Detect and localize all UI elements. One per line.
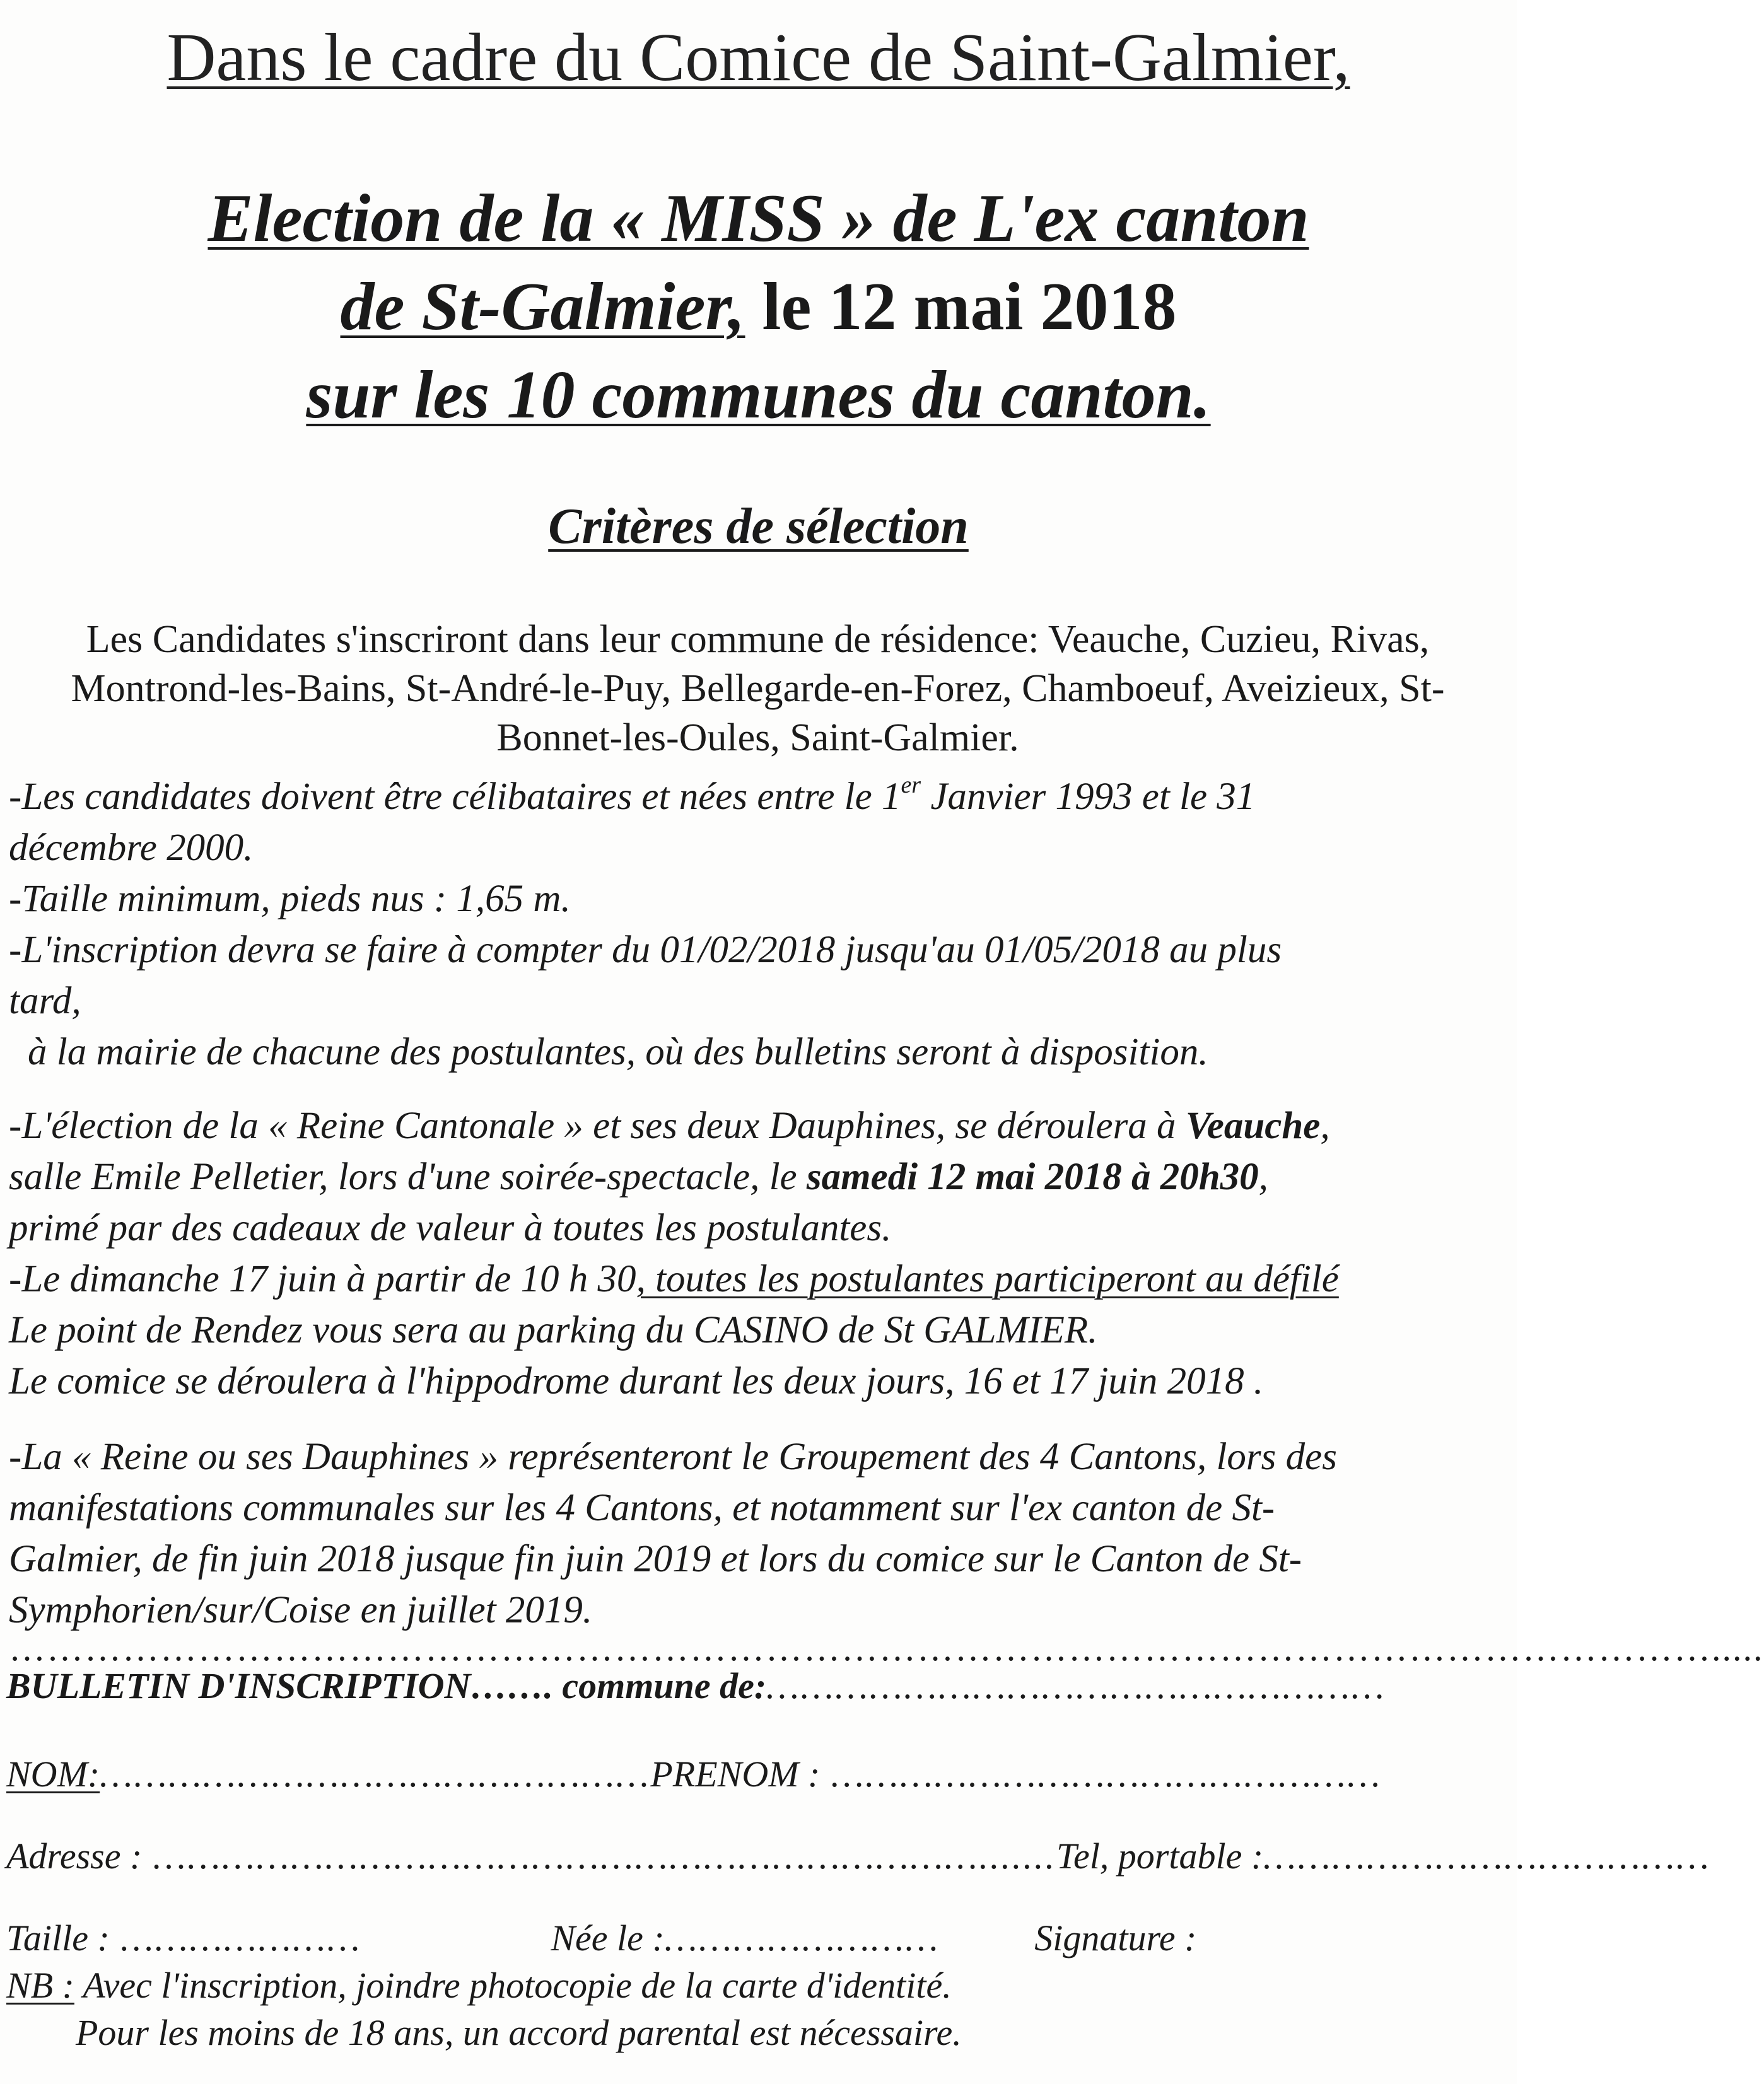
taille-row [6, 1917, 1196, 1959]
reine-line: -La « Reine ou ses Dauphines » représenteront le Groupement des 4 Cantons, lors des [9, 1436, 1337, 1478]
election-line3: primé par des cadeaux de valeur à toutes les postulantes. [9, 1207, 892, 1249]
election-datetime: samedi 12 mai 2018 à 20h30 [806, 1156, 1259, 1198]
prenom-field[interactable]: ………………………………………… [820, 1754, 1382, 1795]
election-line5: Le point de Rendez vous sera au parking du CASINO de St GALMIER. [9, 1309, 1098, 1351]
election-title-date: le 12 mai 2018 [745, 269, 1177, 344]
commune-field[interactable]: ……………………………………………… [766, 1665, 1386, 1706]
comice-title: Dans le cadre du Comice de Saint-Galmier, [166, 20, 1350, 95]
rule-registration: -L'inscription devra se faire à compter du 01/02/2018 jusqu'au 01/05/2018 au plus [9, 929, 1282, 971]
nom-field[interactable]: ………………………………………… [100, 1754, 651, 1795]
rule-age-prefix: -Les candidates doivent être célibataires et nées entre le 1 [9, 776, 901, 818]
adresse-field[interactable]: ………………………………………………………………....... [142, 1836, 1057, 1877]
parade-time: -Le dimanche 17 juin à partir de 10 h 30 [9, 1258, 636, 1300]
reine-line: Symphorien/sur/Coise en juillet 2019. [9, 1589, 593, 1631]
election-line1-prefix: -L'élection de la « Reine Cantonale » et ses deux Dauphines, se déroulera à [9, 1105, 1186, 1147]
separator-dots: ………………………………………………………………………………………………………………………..... [9, 1627, 1764, 1668]
nb-row [6, 1964, 952, 2006]
election-line2-suffix: , [1258, 1156, 1268, 1198]
election-title-line1: Election de la « MISS » de L'ex canton [207, 181, 1309, 256]
rule-registration-line2: tard, [9, 980, 81, 1022]
criteria-heading: Critères de sélection [548, 499, 969, 554]
reine-paragraph [9, 1431, 1507, 1636]
rule-age-superscript: er [901, 772, 921, 798]
nb-row2: Pour les moins de 18 ans, un accord parental est nécessaire. [76, 2012, 962, 2053]
residence-line: Les Candidates s'inscriront dans leur commune de résidence: Veauche, Cuzieu, Rivas, [86, 618, 1430, 661]
rule-registration-line3: à la mairie de chacune des postulantes, où des bulletins seront à disposition. [28, 1031, 1208, 1073]
nb-text: Avec l'inscription, joindre photocopie de la carte d'identité. [74, 1965, 952, 2006]
nee-field[interactable]: …………………… [664, 1918, 940, 1959]
election-title-line2 [0, 268, 1517, 346]
residence-paragraph [9, 615, 1507, 762]
rule-age-line2: décembre 2000. [9, 827, 254, 869]
nb-label: NB : [6, 1965, 74, 2006]
reine-line: Galmier, de fin juin 2018 jusque fin juin 2019 et lors du comice sur le Canton de St- [9, 1538, 1302, 1580]
election-line6: Le comice se déroulera à l'hippodrome durant les deux jours, 16 et 17 juin 2018 . [9, 1360, 1264, 1402]
nee-label: Née le : [551, 1918, 665, 1959]
election-title-location: de St-Galmier, [340, 269, 745, 344]
prenom-label: PRENOM : [650, 1754, 821, 1795]
tel-field[interactable]: ………………………………… [1263, 1836, 1711, 1877]
taille-label: Taille : [6, 1918, 110, 1959]
election-line2-prefix: salle Emile Pelletier, lors d'une soirée-spectacle, le [9, 1156, 807, 1198]
taille-field[interactable]: ………………… [109, 1918, 362, 1959]
rule-height: -Taille minimum, pieds nus : 1,65 m. [9, 878, 571, 920]
election-line1 [9, 1100, 1507, 1151]
residence-line: Bonnet-les-Oules, Saint-Galmier. [496, 716, 1019, 759]
election-line1-suffix: , [1320, 1105, 1330, 1147]
signature-label: Signature : [1034, 1918, 1197, 1959]
nom-label: NOM: [6, 1754, 100, 1795]
election-paragraph [9, 1100, 1507, 1407]
election-line2 [9, 1151, 1507, 1202]
adresse-row [6, 1835, 1711, 1877]
election-line4 [9, 1254, 1507, 1305]
election-title-line3: sur les 10 communes du canton. [306, 358, 1211, 433]
bulletin-row [6, 1665, 1386, 1707]
rules-paragraph [9, 760, 1507, 1078]
parade-note: , toutes les postulantes participeront au défilé [636, 1258, 1339, 1300]
adresse-label: Adresse : [6, 1836, 143, 1877]
election-venue: Veauche [1185, 1105, 1321, 1147]
residence-line: Montrond-les-Bains, St-André-le-Puy, Bellegarde-en-Forez, Chamboeuf, Aveizieux, St- [71, 667, 1445, 710]
nom-row [6, 1753, 1382, 1795]
bulletin-label: BULLETIN D'INSCRIPTION……. commune de: [6, 1665, 767, 1706]
reine-line: manifestations communales sur les 4 Cantons, et notamment sur l'ex canton de St- [9, 1487, 1275, 1529]
rule-age-suffix: Janvier 1993 et le 31 [921, 776, 1256, 818]
rule-age [9, 760, 1507, 822]
tel-label: Tel, portable : [1056, 1836, 1264, 1877]
